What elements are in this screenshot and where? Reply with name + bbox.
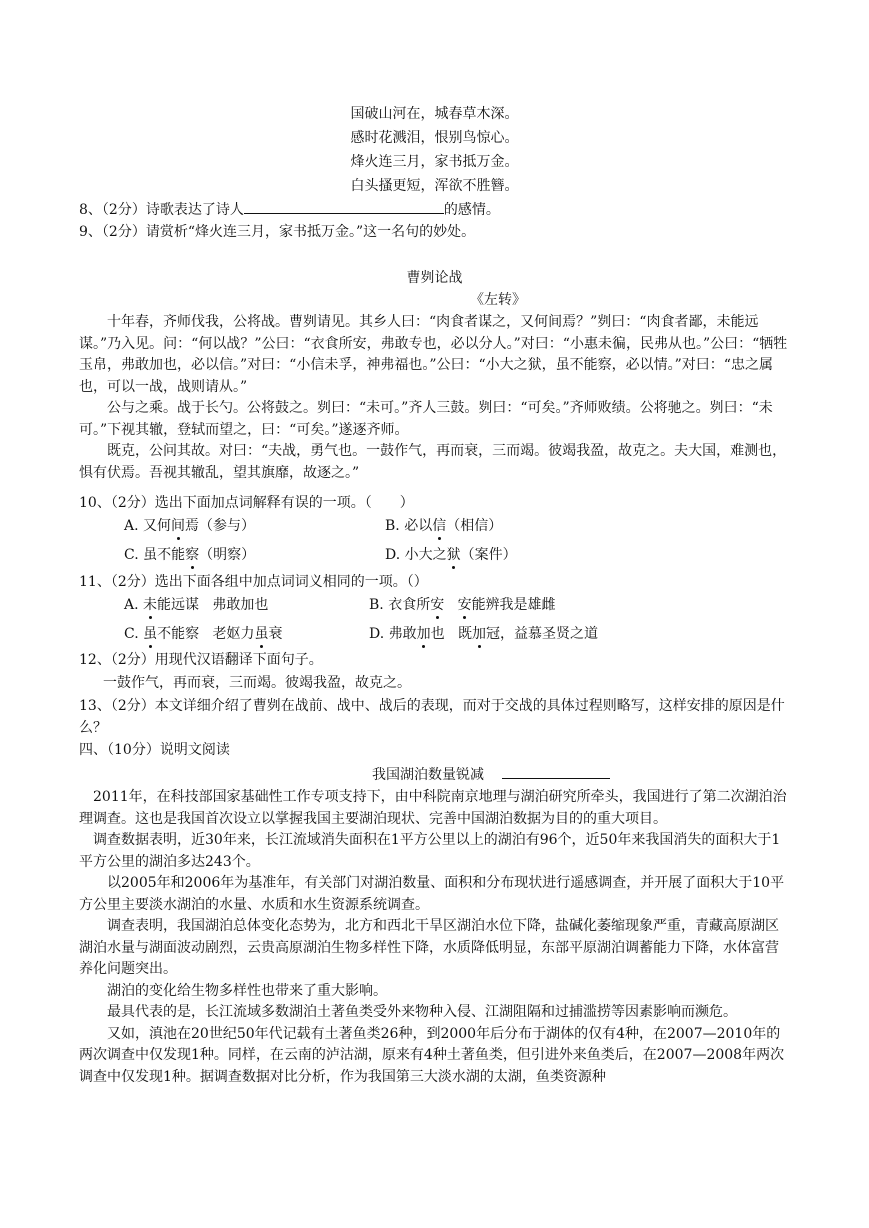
article-paragraph: 以2005年和2006年为基准年，有关部门对湖泊数量、面积和分布现状进行遥感调查，并开展了面积大于10平方公里主要淡水湖泊的水量、水质和水生资源系统调查。 bbox=[79, 875, 785, 913]
answer-blank[interactable] bbox=[244, 199, 444, 214]
article-paragraph: 调查数据表明，近30年来，长江流域消失面积在1平方公里以上的湖泊有96个，近50年来我国消失的面积大于1平方公里的湖泊多达243个。 bbox=[79, 832, 781, 870]
question-9: 9、（2分）请赏析“烽火连三月，家书抵万金。”这一名句的妙处。 bbox=[79, 224, 476, 240]
q10-option-a[interactable]: A. 又何间焉（参与） bbox=[124, 518, 256, 534]
q10-option-c[interactable]: C. 虽不能察（明察） bbox=[124, 547, 256, 563]
poem-line-1: 国破山河在，城春草木深。 bbox=[350, 106, 519, 122]
article-paragraph: 最具代表的是，长江流域多数湖泊土著鱼类受外来物种入侵、江湖阻隔和过捕滥捞等因素影响而濒危。 bbox=[107, 1004, 737, 1020]
q11-option-c[interactable]: C. 虽不能察 老妪力虽衰 bbox=[124, 626, 283, 642]
section-4-heading: 四、（10分）说明文阅读 bbox=[79, 742, 230, 758]
q11-option-d[interactable]: D. 弗敢加也 既加冠，益慕圣贤之道 bbox=[369, 626, 598, 642]
poem-line-4: 白头搔更短，浑欲不胜簪。 bbox=[350, 178, 519, 194]
question-10: 10、（2分）选出下面加点词解释有误的一项。（ ） bbox=[79, 495, 414, 511]
passage-title: 曹刿论战 bbox=[406, 270, 463, 286]
passage-paragraph: 既克，公问其故。对曰：“夫战，勇气也。一鼓作气，再而衰，三而竭。彼竭我盈，故克之。夫大国，难测也，惧有伏焉。吾视其辙乱，望其旗靡，故逐之。” bbox=[79, 443, 787, 481]
question-11: 11、（2分）选出下面各组中加点词词义相同的一项。（） bbox=[79, 574, 428, 590]
article-title: 我国湖泊数量锐减 bbox=[372, 764, 610, 785]
title-blank[interactable] bbox=[502, 764, 610, 779]
q10-option-b[interactable]: B. 必以信（相信） bbox=[385, 518, 503, 534]
question-12-sentence: 一鼓作气，再而衰，三而竭。彼竭我盈，故克之。 bbox=[103, 675, 411, 691]
q11-option-b[interactable]: B. 衣食所安 安能辨我是雄雌 bbox=[369, 597, 556, 613]
question-8-suffix: 的感情。 bbox=[443, 202, 500, 218]
article-paragraph: 调查表明，我国湖泊总体变化态势为，北方和西北干旱区湖泊水位下降，盐碱化萎缩现象严重，青藏高原湖区湖泊水量与湖面波动剧烈，云贵高原湖泊生物多样性下降，水质降低明显，东部平原湖泊调蓄能力下降，水体富营养化问题突出。 bbox=[79, 918, 779, 977]
article-paragraph: 湖泊的变化给生物多样性也带来了重大影响。 bbox=[107, 982, 387, 999]
q10-option-d[interactable]: D. 小大之狱（案件） bbox=[385, 547, 517, 563]
poem-line-2: 感时花溅泪，恨别鸟惊心。 bbox=[350, 130, 519, 146]
article-paragraph: 2011年，在科技部国家基础性工作专项支持下，由中科院南京地理与湖泊研究所牵头，我国进行了第二次湖泊治理调查。这也是我国首次设立以掌握我国主要湖泊现状、完善中国湖泊数据为目的的重大项目。 bbox=[79, 789, 787, 827]
question-8-prefix: 8、（2分）诗歌表达了诗人 bbox=[79, 202, 244, 218]
poem-line-3: 烽火连三月，家书抵万金。 bbox=[350, 154, 519, 170]
passage-paragraph: 公与之乘。战于长勺。公将鼓之。刿曰：“未可。”齐人三鼓。刿曰：“可矣。”齐师败绩。公将驰之。刿曰：“未可。”下视其辙，登轼而望之，曰：“可矣。”遂逐齐师。 bbox=[79, 400, 773, 438]
passage-source: 《左转》 bbox=[470, 292, 526, 308]
question-12: 12、（2分）用现代汉语翻译下面句子。 bbox=[79, 652, 323, 668]
question-13: 13、（2分）本文详细介绍了曹刿在战前、战中、战后的表现，而对于交战的具体过程则略写，这样安排的原因是什么？ bbox=[79, 698, 785, 736]
article-paragraph: 又如，滇池在20世纪50年代记载有土著鱼类26种，到2000年后分布于湖体的仅有4种，在2007—2010年的两次调查中仅发现1种。同样，在云南的泸沽湖，原来有4种土著鱼类，但引进外来鱼类后，在2007—2008年两次调查中仅发现1种。据调查数据对比分析，作为我国第三大淡水湖的太湖，鱼类资源种 bbox=[79, 1025, 785, 1085]
question-8 bbox=[79, 199, 500, 220]
passage-paragraph: 十年春，齐师伐我，公将战。曹刿请见。其乡人曰：“肉食者谋之，又何间焉？”刿曰：“肉食者鄙，未能远谋。”乃入见。问：“何以战？”公曰：“衣食所安，弗敢专也，必以分人。”对曰：“小惠未徧，民弗从也。”公曰：“牺牲玉帛，弗敢加也，必以信。”对曰：“小信未孚，神弗福也。”公曰：“小大之狱，虽不能察，必以情。”对曰：“忠之属也，可以一战，战则请从。” bbox=[79, 314, 788, 395]
passage-body bbox=[79, 312, 791, 484]
article-body bbox=[79, 787, 791, 1088]
q11-option-a[interactable]: A. 未能远谋 弗敢加也 bbox=[124, 597, 269, 613]
